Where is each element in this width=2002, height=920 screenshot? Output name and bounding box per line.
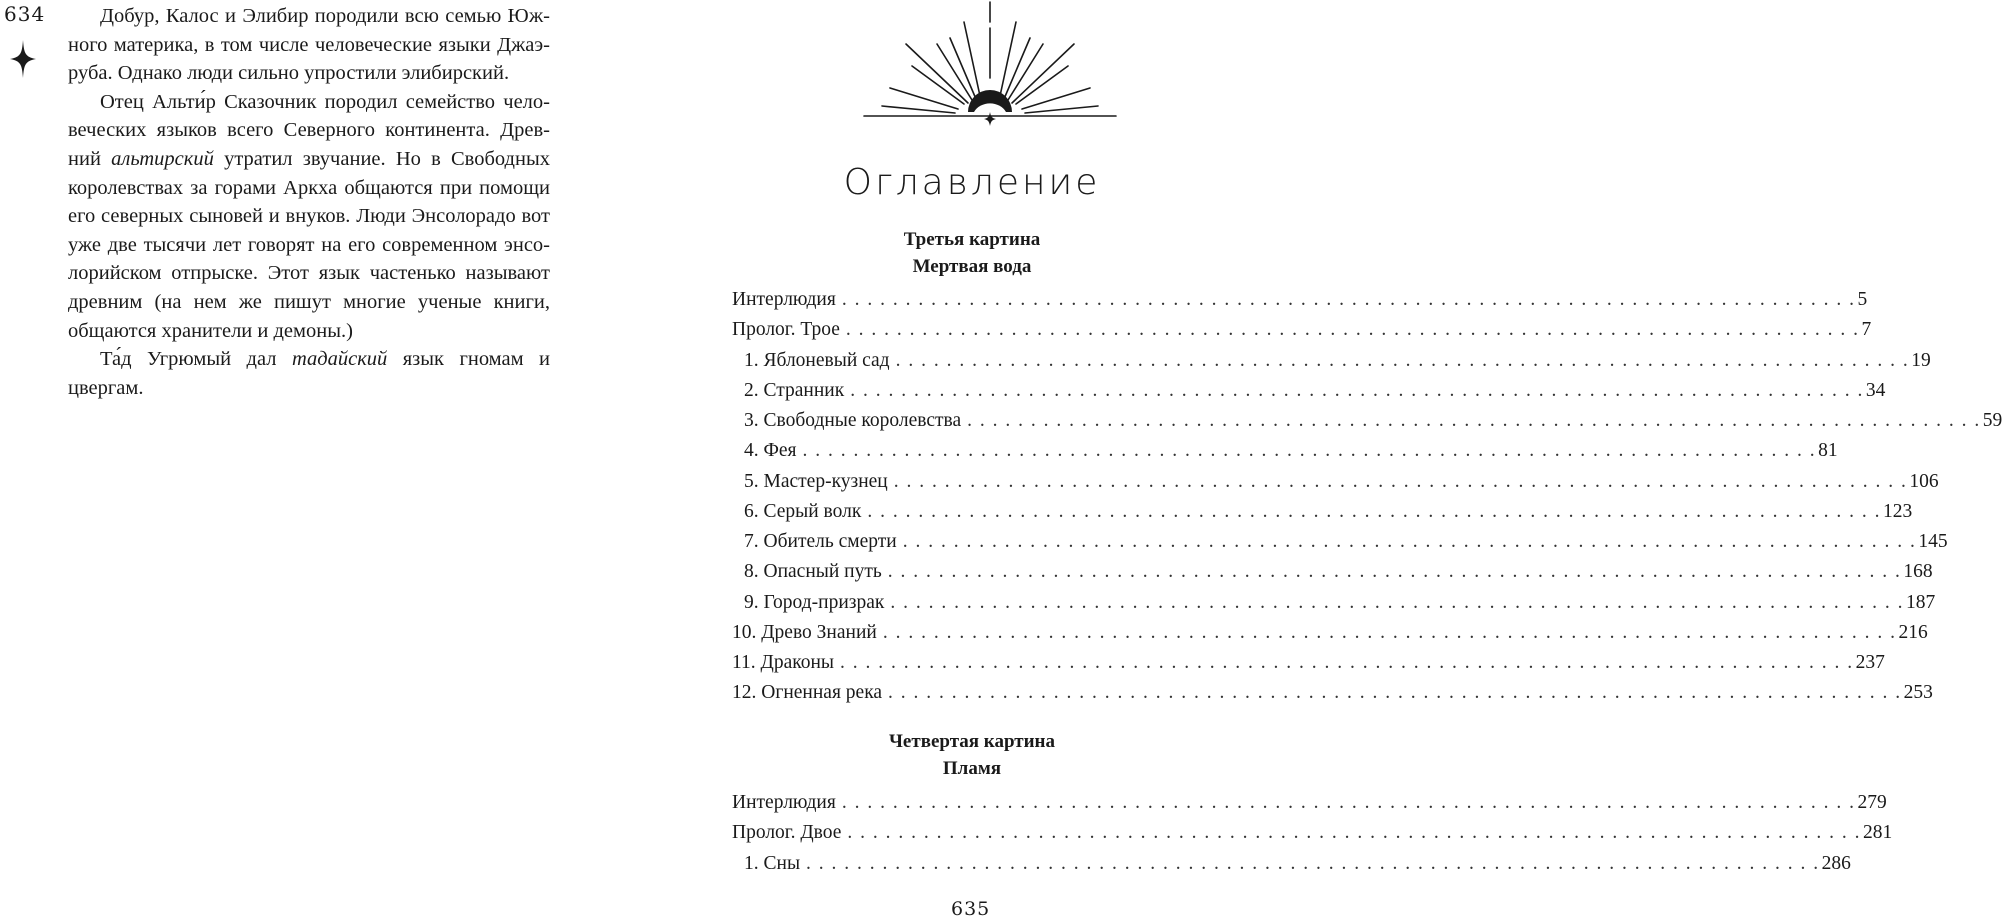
- toc-leader-dots: . . . . . . . . . . . . . . . . . . . . . . . . . . . . . . . . . . . . . . . . . . . . . . . . . . . . . . . . . . . . . . . . . . . . . . . . . . . . . . . .: [890, 591, 1904, 613]
- toc-entry-label: 12. Огненная река: [732, 682, 883, 704]
- toc-leader-dots: . . . . . . . . . . . . . . . . . . . . . . . . . . . . . . . . . . . . . . . . . . . . . . . . . . . . . . . . . . . . . . . . . . . . . . . . . . . . . . . .: [850, 379, 1864, 401]
- toc-entry-page: 81: [1818, 440, 1838, 462]
- toc-entry[interactable]: [732, 346, 1931, 376]
- toc-entry-label: 9. Город-призрак: [744, 591, 885, 613]
- body-text: [68, 2, 550, 402]
- toc-list: [732, 788, 1893, 879]
- toc-leader-dots: . . . . . . . . . . . . . . . . . . . . . . . . . . . . . . . . . . . . . . . . . . . . . . . . . . . . . . . . . . . . . . . . . . . . . . . . . . . . . . . .: [882, 621, 1897, 643]
- toc-entry-label: 6. Серый волк: [744, 500, 862, 522]
- section-heading: [758, 728, 1186, 782]
- toc-entry-label: 11. Драконы: [732, 652, 835, 673]
- toc-entry[interactable]: [732, 315, 1872, 345]
- section-part: Третья картина: [903, 229, 1041, 250]
- toc-entry-page: 5: [1857, 289, 1868, 310]
- toc-entry-label: 1. Сны: [744, 852, 801, 874]
- toc-entry-page: 123: [1882, 500, 1913, 522]
- section-name: Пламя: [942, 758, 1002, 779]
- toc-entry[interactable]: [732, 588, 1936, 618]
- text-line: цвергам.: [68, 376, 144, 399]
- toc-leader-dots: . . . . . . . . . . . . . . . . . . . . . . . . . . . . . . . . . . . . . . . . . . . . . . . . . . . . . . . . . . . . . . . . . . . . . . . . . . . . . . . .: [841, 289, 1856, 310]
- toc-entry-page: 237: [1855, 652, 1885, 673]
- text-line: общаются хранители и демоны.): [68, 319, 353, 342]
- text-line: Та́д Угрюмый дал тадайский язык гномам и: [100, 348, 550, 371]
- toc-leader-dots: . . . . . . . . . . . . . . . . . . . . . . . . . . . . . . . . . . . . . . . . . . . . . . . . . . . . . . . . . . . . . . . . . . . . . . . . . . . . . . . .: [895, 349, 1910, 371]
- toc-leader-dots: . . . . . . . . . . . . . . . . . . . . . . . . . . . . . . . . . . . . . . . . . . . . . . . . . . . . . . . . . . . . . . . . . . . . . . . . . . . . . . . .: [847, 822, 1861, 844]
- toc-entry-label: Пролог. Трое: [732, 319, 840, 341]
- toc-entry-page: 106: [1909, 470, 1939, 492]
- section-name: Мертвая вода: [912, 256, 1032, 277]
- toc-leader-dots: . . . . . . . . . . . . . . . . . . . . . . . . . . . . . . . . . . . . . . . . . . . . . . . . . . . . . . . . . . . . . . . . . . . . . . . . . . . . . . . .: [888, 682, 1902, 704]
- text-line: ного материка, в том числе человеческие языки Джаэ-: [68, 33, 550, 56]
- toc-leader-dots: . . . . . . . . . . . . . . . . . . . . . . . . . . . . . . . . . . . . . . . . . . . . . . . . . . . . . . . . . . . . . . . . . . . . . . . . . . . . . . . .: [902, 531, 1917, 552]
- toc-entry-label: 8. Опасный путь: [744, 561, 882, 583]
- toc-entry-page: 216: [1898, 621, 1928, 643]
- paragraph: [68, 88, 550, 345]
- toc-leader-dots: . . . . . . . . . . . . . . . . . . . . . . . . . . . . . . . . . . . . . . . . . . . . . . . . . . . . . . . . . . . . . . . . . . . . . . . . . . . . . . . .: [841, 792, 1856, 813]
- toc-entry-page: 34: [1865, 379, 1886, 401]
- toc-title: Оглавление: [843, 162, 1101, 203]
- toc-entry-page: 279: [1857, 792, 1887, 813]
- toc-entry-label: 1. Яблоневый сад: [744, 349, 890, 371]
- toc-entry[interactable]: [732, 678, 1933, 708]
- text-line: его северных сыновей и внуков. Люди Энсолорадо вот: [68, 205, 550, 228]
- section-heading: [758, 226, 1186, 280]
- text-line: веческих языков всего Северного континента. Древ-: [68, 119, 550, 142]
- text-line: Добур, Калос и Элибир породили всю семью Юж-: [100, 5, 550, 27]
- toc-entry[interactable]: [732, 527, 1948, 557]
- toc-leader-dots: . . . . . . . . . . . . . . . . . . . . . . . . . . . . . . . . . . . . . . . . . . . . . . . . . . . . . . . . . . . . . . . . . . . . . . . . . . . . . . . .: [967, 410, 1981, 431]
- toc-entry[interactable]: [732, 406, 2002, 436]
- section-part: Четвертая картина: [888, 731, 1056, 752]
- toc-entry[interactable]: [732, 285, 1868, 315]
- toc-entry-page: 286: [1821, 852, 1851, 874]
- toc-list: [732, 285, 2002, 709]
- sun-rays-crescent-moon-icon: [860, 0, 1120, 126]
- toc-entry-label: 5. Мастер-кузнец: [744, 470, 888, 492]
- toc-entry-page: 187: [1906, 591, 1936, 613]
- toc-entry[interactable]: [732, 436, 1838, 466]
- toc-leader-dots: . . . . . . . . . . . . . . . . . . . . . . . . . . . . . . . . . . . . . . . . . . . . . . . . . . . . . . . . . . . . . . . . . . . . . . . . . . . . . . . .: [840, 652, 1854, 673]
- toc-entry-page: 168: [1903, 561, 1933, 583]
- toc-entry[interactable]: [732, 648, 1885, 678]
- toc-entry-page: 19: [1911, 349, 1931, 371]
- right-page: [608, 0, 2002, 920]
- toc-leader-dots: . . . . . . . . . . . . . . . . . . . . . . . . . . . . . . . . . . . . . . . . . . . . . . . . . . . . . . . . . . . . . . . . . . . . . . . . . . . . . . . .: [802, 440, 1817, 462]
- toc-entry-page: 59: [1982, 410, 2002, 431]
- toc-leader-dots: . . . . . . . . . . . . . . . . . . . . . . . . . . . . . . . . . . . . . . . . . . . . . . . . . . . . . . . . . . . . . . . . . . . . . . . . . . . . . . . .: [887, 561, 1902, 583]
- text-line: уже две тысячи лет говорят на его современном энсо-: [68, 233, 550, 256]
- left-page: [0, 0, 608, 920]
- toc-entry[interactable]: [732, 788, 1887, 818]
- toc-entry[interactable]: [732, 376, 1886, 406]
- toc-leader-dots: . . . . . . . . . . . . . . . . . . . . . . . . . . . . . . . . . . . . . . . . . . . . . . . . . . . . . . . . . . . . . . . . . . . . . . . . . . . . . . . .: [806, 852, 1820, 874]
- page-number-right: 635: [951, 898, 991, 920]
- paragraph: [68, 345, 550, 402]
- toc-entry[interactable]: [732, 557, 1933, 587]
- toc-entry-label: 2. Странник: [744, 379, 845, 401]
- toc-entry[interactable]: [732, 497, 1913, 527]
- text-line: древним (на нем же пишут многие ученые книги,: [68, 290, 550, 313]
- toc-entry[interactable]: [732, 818, 1893, 848]
- toc-leader-dots: . . . . . . . . . . . . . . . . . . . . . . . . . . . . . . . . . . . . . . . . . . . . . . . . . . . . . . . . . . . . . . . . . . . . . . . . . . . . . . . .: [867, 500, 1881, 522]
- text-line: Отец Альти́р Сказочник породил семейство чело-: [100, 90, 550, 113]
- paragraph: [68, 2, 550, 88]
- page-number-left: 634: [4, 2, 46, 26]
- toc-entry-label: Интерлюдия: [732, 792, 836, 813]
- toc-entry-label: Пролог. Двое: [732, 822, 842, 844]
- text-line: руба. Однако люди сильно упростили элибирский.: [68, 62, 510, 85]
- toc-leader-dots: . . . . . . . . . . . . . . . . . . . . . . . . . . . . . . . . . . . . . . . . . . . . . . . . . . . . . . . . . . . . . . . . . . . . . . . . . . . . . . . .: [893, 470, 1908, 492]
- text-line: королевствах за горами Аркха общаются при помощи: [68, 176, 550, 199]
- toc-entry-page: 145: [1918, 531, 1948, 552]
- four-point-star-icon: [10, 40, 36, 78]
- toc-entry[interactable]: [732, 618, 1928, 648]
- toc-entry-label: 10. Древо Знаний: [732, 621, 877, 643]
- toc-leader-dots: . . . . . . . . . . . . . . . . . . . . . . . . . . . . . . . . . . . . . . . . . . . . . . . . . . . . . . . . . . . . . . . . . . . . . . . . . . . . . . . .: [845, 319, 1860, 341]
- toc-entry-page: 7: [1861, 319, 1872, 341]
- toc-entry-label: 3. Свободные королевства: [744, 410, 962, 431]
- toc-entry-label: 4. Фея: [744, 440, 797, 462]
- toc-entry[interactable]: [732, 467, 1939, 497]
- toc-entry-page: 281: [1863, 822, 1893, 844]
- text-line: ний альтирский утратил звучание. Но в Свободных: [68, 147, 550, 170]
- toc-entry-label: Интерлюдия: [732, 289, 836, 310]
- toc-entry-label: 7. Обитель смерти: [744, 531, 897, 552]
- toc-entry-page: 253: [1903, 682, 1933, 704]
- text-line: лорийском отпрыске. Этот язык частенько называют: [68, 262, 550, 285]
- toc-entry[interactable]: [732, 849, 1851, 879]
